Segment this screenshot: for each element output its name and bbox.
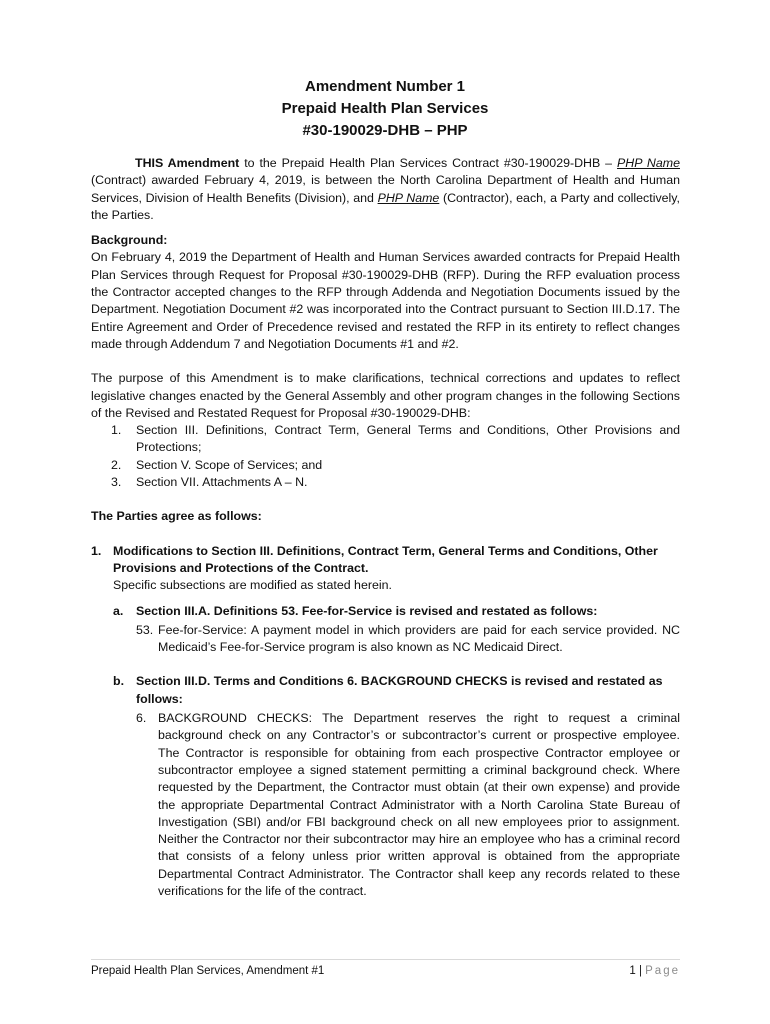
definition-53-number: 53. xyxy=(136,622,154,637)
definition-53 xyxy=(91,622,680,657)
section-1-heading: Modifications to Section III. Definitions, Contract Term, General Terms and Conditions, Other Provisions and Protections of the Contract. xyxy=(113,543,658,575)
section-1 xyxy=(91,543,680,595)
footer-document-name: Prepaid Health Plan Services, Amendment #1 xyxy=(91,965,325,977)
list-item: 3. Section VII. Attachments A – N. xyxy=(111,475,308,490)
php-name-placeholder-1: PHP Name xyxy=(617,156,680,170)
subsection-a-heading: Section III.A. Definitions 53. Fee-for-Service is revised and restated as follows: xyxy=(136,603,598,618)
section-1-number: 1. xyxy=(91,543,102,558)
title-line-3: #30-190029-DHB – PHP xyxy=(302,122,468,139)
footer-page-number: 1 | Page xyxy=(629,965,680,977)
intro-lead: THIS Amendment xyxy=(135,156,240,170)
title-line-2: Prepaid Health Plan Services xyxy=(281,100,489,117)
subsection-a-label: a. xyxy=(113,603,124,618)
intro-paragraph xyxy=(91,155,680,224)
purpose-paragraph: The purpose of this Amendment is to make clarifications, technical corrections and updates to reflect legislative changes enacted by the General Assembly and other program changes in the following Sections of the Revised and Restated Request for Proposal #30-190029-DHB: xyxy=(91,371,680,420)
section-1-note: Specific subsections are modified as stated herein. xyxy=(113,578,392,593)
subsection-b xyxy=(91,673,680,708)
document-title xyxy=(0,76,770,142)
intro-text-2: (Contract) awarded February 4, 2019, is between the North Carolina Department of Health and Human Services, Division of Health Benefits (Division), and xyxy=(91,173,680,205)
background-paragraph: On February 4, 2019 the Department of Health and Human Services awarded contracts for Prepaid Health Plan Services through Request for Proposal #30-190029-DHB (RFP). During the RFP evaluation process the Contractor accepted changes to the RFP through Addenda and Negotiation Documents issued by the Department. Negotiation Document #2 was incorporated into the Contract pursuant to Section III.D.17. The Entire Agreement and Order of Precedence revised and restated the RFP in its entirety to reflect changes made through Addendum 7 and Negotiation Documents #1 and #2. xyxy=(91,250,680,351)
intro-text-1: to the Prepaid Health Plan Services Contract #30-190029-DHB – xyxy=(239,156,617,170)
subsection-a xyxy=(91,603,680,620)
list-item: 1. Section III. Definitions, Contract Term, General Terms and Conditions, Other Provisions and Protections; xyxy=(111,423,680,455)
list-item: 2. Section V. Scope of Services; and xyxy=(111,457,323,472)
intro-text-3: (Contractor), each, a Party and collectively, the Parties. xyxy=(91,190,680,222)
background-checks-number: 6. xyxy=(136,711,147,726)
subsection-b-heading: Section III.D. Terms and Conditions 6. BACKGROUND CHECKS is revised and restated as follows: xyxy=(136,674,663,706)
document-body xyxy=(91,155,680,900)
subsection-b-label: b. xyxy=(113,674,125,689)
background-checks-text: BACKGROUND CHECKS: The Department reserves the right to request a criminal background check on any Contractor’s or subcontractor’s current or prospective employee. The Contractor is responsible for obtaining from each prospective Contractor employee or subcontractor employee a signed statement permitting a criminal background check. Where requested by the Department, the Contractor must obtain (at their own expense) and provide the appropriate Departmental Contract Administrator with a North Carolina State Bureau of Investigation (SBI) and/or FBI background check on all new employees prior to assignment. Neither the Contractor nor their subcontractor may hire an employee who has a criminal record that consists of a felony unless prior written approval is obtained from the appropriate Departmental Contract Administrator. The Contractor shall keep any records related to these verifications for the life of the contract. xyxy=(158,711,680,898)
purpose-section-list xyxy=(91,422,680,491)
title-line-1: Amendment Number 1 xyxy=(304,78,466,95)
background-checks-item xyxy=(91,710,680,900)
footer-divider xyxy=(91,959,680,960)
agree-heading: The Parties agree as follows: xyxy=(91,509,262,524)
page-footer xyxy=(91,963,680,980)
definition-53-text: Fee-for-Service: A payment model in which providers are paid for each service provided. NC Medicaid’s Fee-for-Service program is also known as NC Medicaid Direct. xyxy=(158,622,680,655)
background-heading: Background: xyxy=(91,233,168,248)
php-name-placeholder-2: PHP Name xyxy=(377,190,440,205)
